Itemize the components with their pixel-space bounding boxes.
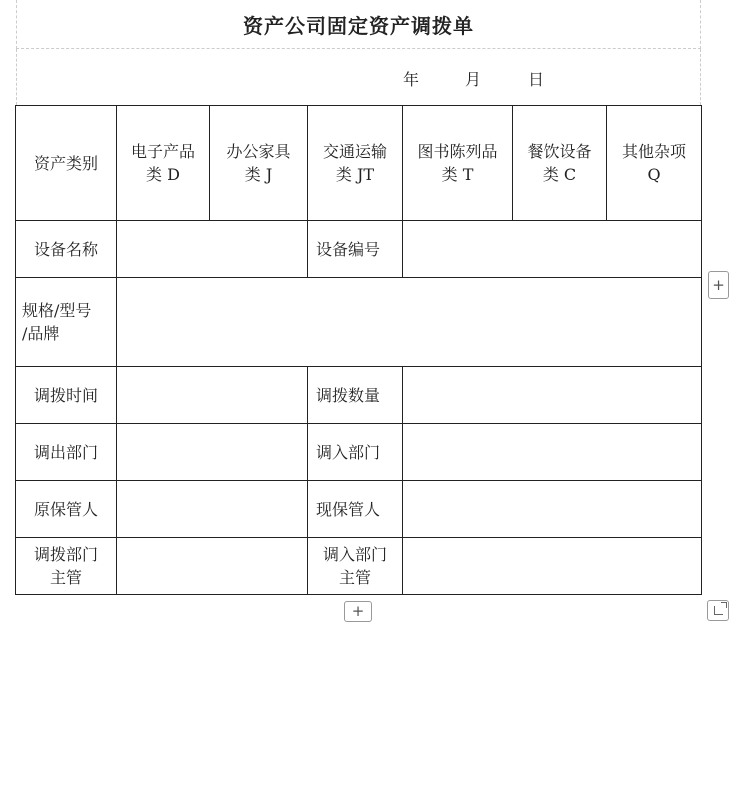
add-column-button[interactable] — [708, 271, 729, 299]
category-office-furniture[interactable]: 办公家具 类 J — [210, 106, 308, 221]
in-manager-value[interactable] — [403, 538, 702, 595]
resize-icon — [714, 606, 723, 615]
in-dept-value[interactable] — [403, 424, 702, 481]
transfer-qty-value[interactable] — [403, 367, 702, 424]
transfer-qty-label[interactable]: 调拨数量 — [308, 367, 403, 424]
spec-label[interactable]: 规格/型号 /品牌 — [16, 278, 117, 367]
plus-icon: + — [351, 602, 365, 620]
transfer-time-label[interactable]: 调拨时间 — [16, 367, 117, 424]
category-books-display[interactable]: 图书陈列品 类 T — [403, 106, 513, 221]
dept-row — [16, 424, 702, 481]
date-day: 日 — [528, 70, 545, 89]
equipment-name-value[interactable] — [117, 221, 308, 278]
add-row-button[interactable] — [344, 601, 372, 622]
manager-row — [16, 538, 702, 595]
in-manager-label[interactable]: 调入部门 主管 — [308, 538, 403, 595]
category-catering[interactable]: 餐饮设备 类 C — [513, 106, 607, 221]
document-title: 资产公司固定资产调拨单 — [243, 13, 474, 38]
out-dept-value[interactable] — [117, 424, 308, 481]
category-electronics[interactable]: 电子产品 类 D — [117, 106, 210, 221]
curr-keeper-value[interactable] — [403, 481, 702, 538]
category-misc[interactable]: 其他杂项 Q — [607, 106, 702, 221]
equipment-no-label[interactable]: 设备编号 — [308, 221, 403, 278]
equipment-name-label[interactable]: 设备名称 — [16, 221, 117, 278]
category-label[interactable]: 资产类别 — [16, 106, 117, 221]
keeper-row — [16, 481, 702, 538]
spec-value[interactable] — [117, 278, 702, 367]
table-resize-handle[interactable] — [707, 600, 729, 621]
curr-keeper-label[interactable]: 现保管人 — [308, 481, 403, 538]
plus-icon: + — [712, 275, 725, 294]
in-dept-label[interactable]: 调入部门 — [308, 424, 403, 481]
equipment-no-value[interactable] — [403, 221, 702, 278]
out-manager-value[interactable] — [117, 538, 308, 595]
orig-keeper-label[interactable]: 原保管人 — [16, 481, 117, 538]
transfer-form-table — [15, 105, 702, 595]
orig-keeper-value[interactable] — [117, 481, 308, 538]
transfer-time-value[interactable] — [117, 367, 308, 424]
out-dept-label[interactable]: 调出部门 — [16, 424, 117, 481]
date-month: 月 — [465, 70, 482, 89]
title-row — [16, 0, 701, 49]
category-row — [16, 106, 702, 221]
out-manager-label[interactable]: 调拨部门 主管 — [16, 538, 117, 595]
transfer-row — [16, 367, 702, 424]
spec-row — [16, 278, 702, 367]
category-transport[interactable]: 交通运输 类 JT — [308, 106, 403, 221]
equipment-row — [16, 221, 702, 278]
date-year: 年 — [403, 70, 420, 89]
date-row — [16, 49, 701, 105]
